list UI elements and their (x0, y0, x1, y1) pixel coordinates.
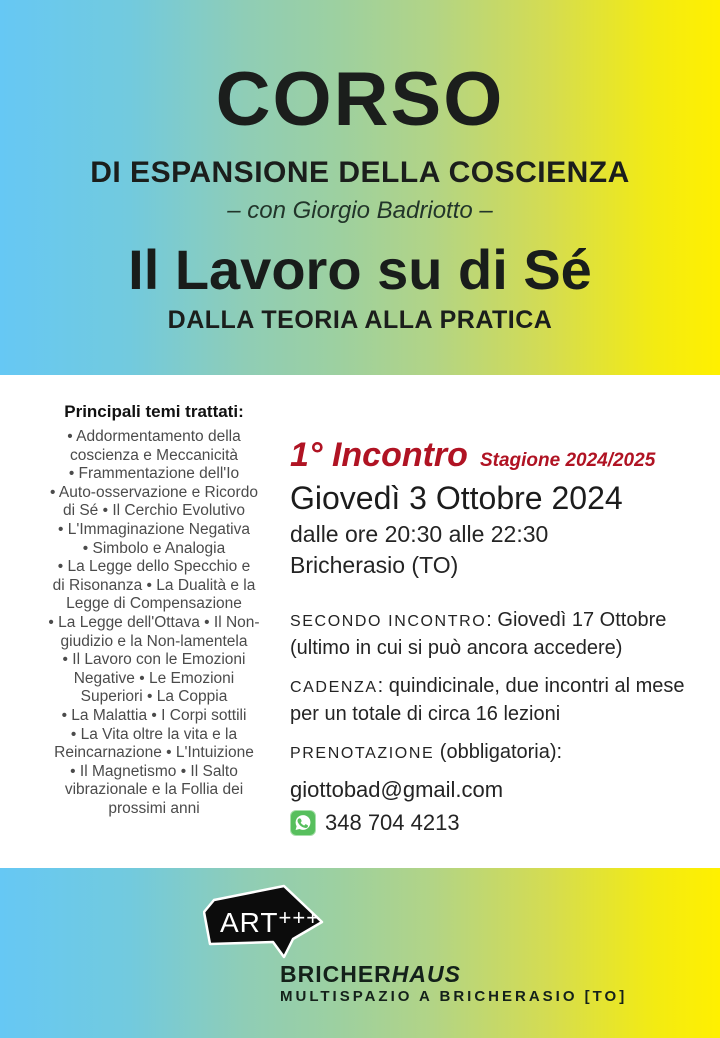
topics-list (38, 428, 270, 818)
brand-tagline: MULTISPAZIO A BRICHERASIO [TO] (280, 988, 628, 1005)
booking-line (290, 739, 718, 767)
topic-line: • Frammentazione dell'Io (68, 465, 240, 483)
topic-line: giudizio e la Non-lamentela (60, 632, 248, 650)
topic-line: • Addormentamento della (67, 428, 241, 445)
topic-line: vibrazionale e la Follia dei (64, 781, 244, 799)
topic-line: • L'Immaginazione Negativa (58, 520, 250, 538)
topic-line: coscienza e Meccanicità (70, 446, 238, 464)
footer-band (0, 868, 720, 1038)
topic-line: Legge di Compensazione (66, 595, 242, 613)
course-title: Il Lavoro su di Sé (128, 238, 592, 301)
event-date: Giovedì 3 Ottobre 2024 (290, 480, 623, 516)
course-subtitle: DALLA TEORIA ALLA PRATICA (167, 306, 553, 334)
topic-line: • La Legge dell'Ottava • Il Non- (48, 613, 260, 631)
content-section (0, 375, 720, 868)
topic-line: • La Legge dello Specchio e (57, 558, 251, 576)
cadence-label: CADENZA (290, 679, 378, 696)
topic-line: • Il Lavoro con le Emozioni (62, 651, 246, 669)
incontro-title: 1° Incontro (290, 436, 468, 474)
event-location: Bricherasio (TO) (290, 552, 459, 578)
second-meeting-value: : Giovedì 17 Ottobre (486, 609, 667, 631)
topic-line: di Risonanza • La Dualità e la (52, 576, 256, 594)
season-label: Stagione 2024/2025 (479, 450, 656, 471)
main-subtitle: DI ESPANSIONE DELLA COSCIENZA (90, 156, 630, 189)
cadence-value: : quindicinale, due incontri al mese per un totale di circa 16 lezioni (290, 675, 685, 725)
brand-name (280, 961, 461, 988)
logo-art-text: ART (220, 907, 279, 938)
brand-regular: BRICHER (280, 961, 392, 987)
topic-line: Superiori • La Coppia (80, 688, 228, 706)
phone-row (290, 810, 718, 836)
contact-phone: 348 704 4213 (325, 810, 460, 835)
topic-line: • Simbolo e Analogia (82, 539, 226, 557)
second-meeting-line (290, 607, 718, 662)
main-title: CORSO (215, 57, 505, 142)
logo-plus-text: +++ (278, 905, 321, 930)
topic-line: Negative • Le Emozioni (73, 669, 235, 687)
topic-line: • Auto-osservazione e Ricordo (50, 483, 258, 501)
topics-column (38, 401, 270, 868)
topic-line: Reincarnazione • L'Intuizione (54, 744, 254, 762)
topic-line: • La Vita oltre la vita e la (70, 725, 238, 743)
whatsapp-icon (290, 810, 316, 836)
cadence-line (290, 673, 718, 728)
incontro-row (290, 435, 718, 475)
booking-label: PRENOTAZIONE (290, 745, 435, 762)
arthaus-logo (203, 884, 325, 964)
author-line: – con Giorgio Badriotto – (227, 197, 493, 224)
contact-email: giottobad@gmail.com (290, 777, 504, 802)
event-time: dalle ore 20:30 alle 22:30 (290, 521, 549, 547)
topic-line: di Sé • Il Cerchio Evolutivo (62, 502, 246, 520)
second-meeting-label: SECONDO INCONTRO (290, 613, 487, 630)
details-column (290, 435, 718, 868)
booking-value: (obbligatoria): (434, 741, 563, 763)
topic-line: • Il Magnetismo • Il Salto (70, 762, 238, 780)
header-band (0, 0, 720, 375)
topics-heading: Principali temi trattati: (64, 402, 244, 421)
brand-bold: HAUS (391, 961, 461, 987)
topic-line: prossimi anni (108, 799, 200, 817)
topic-line: • La Malattia • I Corpi sottili (61, 706, 247, 724)
second-meeting-note: (ultimo in cui si può ancora accedere) (290, 637, 623, 659)
